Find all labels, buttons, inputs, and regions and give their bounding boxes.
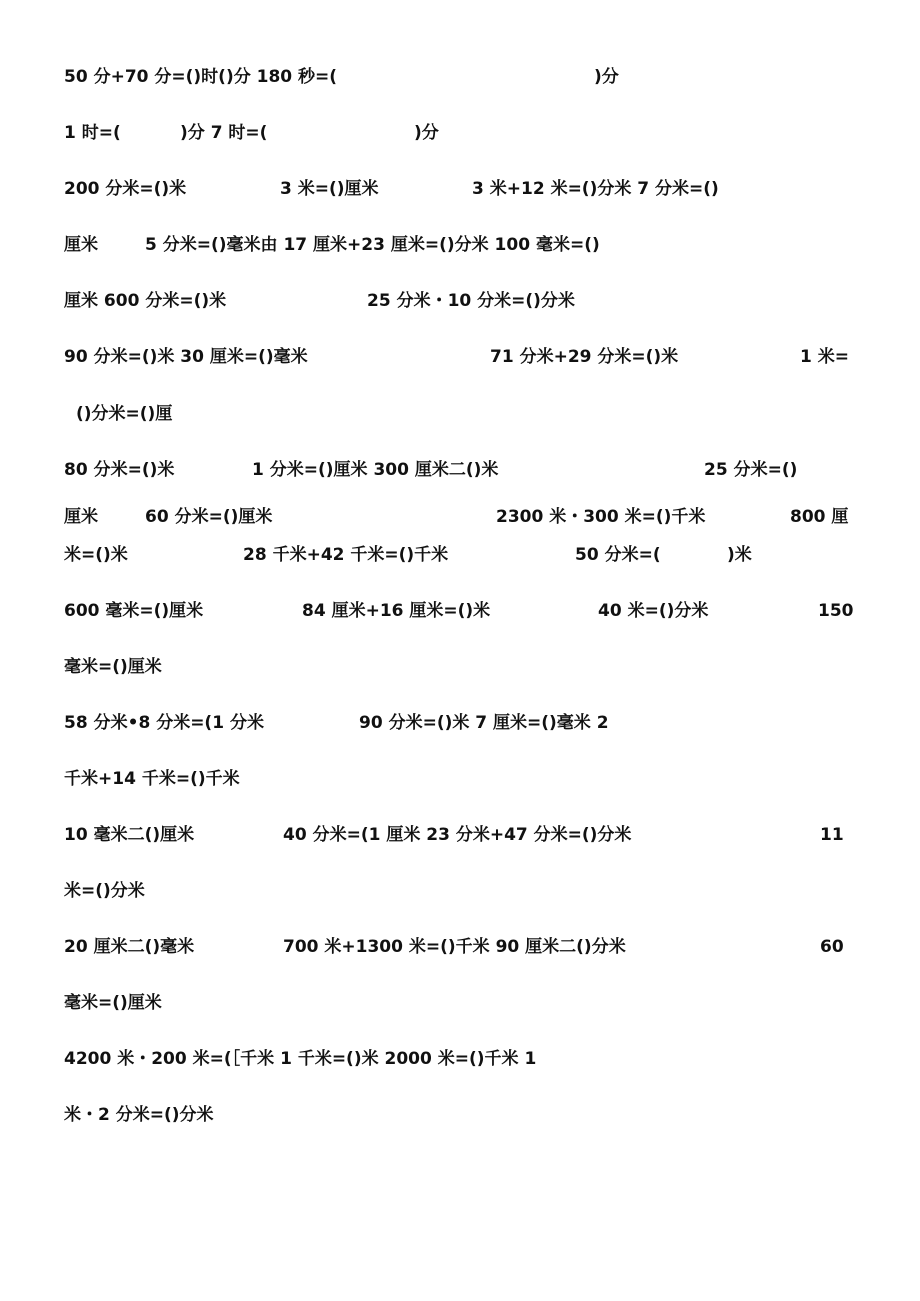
worksheet-text: 1 时=( [64, 123, 121, 143]
worksheet-text: 40 分米=(1 厘米 23 分米+47 分米=()分米 [283, 825, 632, 845]
worksheet-text: 米・2 分米=()分米 [64, 1105, 214, 1125]
worksheet-text: 厘米 [64, 235, 98, 255]
worksheet-text: ()分米=()厘 [76, 404, 173, 424]
worksheet-text: 600 毫米=()厘米 [64, 601, 204, 621]
worksheet-text: 3 米=()厘米 [280, 179, 379, 199]
worksheet-text: )分 [414, 123, 439, 143]
worksheet-text: 700 米+1300 米=()千米 90 厘米二()分米 [283, 937, 626, 957]
worksheet-text: 60 [820, 937, 844, 957]
worksheet-text: 10 毫米二()厘米 [64, 825, 195, 845]
worksheet-text: 毫米=()厘米 [64, 657, 162, 677]
worksheet-text: 厘米 600 分米=()米 [64, 291, 227, 311]
worksheet-text: 58 分米•8 分米=(1 分米 [64, 713, 264, 733]
worksheet-text: 90 分米=()米 7 厘米=()毫米 2 [359, 713, 609, 733]
worksheet-text: 90 分米=()米 30 厘米=()毫米 [64, 347, 308, 367]
worksheet-text: 1 米= [800, 347, 849, 367]
worksheet-text: )米 [727, 545, 752, 565]
worksheet-text: 米=()分米 [64, 881, 145, 901]
worksheet-text: 150 [818, 601, 854, 621]
worksheet-text: 60 分米=()厘米 [145, 507, 273, 527]
worksheet-text: 3 米+12 米=()分米 7 分米=() [472, 179, 719, 199]
worksheet-text: 28 千米+42 千米=()千米 [243, 545, 449, 565]
worksheet-text: )分 7 时=( [180, 123, 268, 143]
worksheet-text: )分 [594, 67, 619, 87]
worksheet-text: 5 分米=()毫米由 17 厘米+23 厘米=()分米 100 毫米=() [145, 235, 600, 255]
worksheet-text: 11 [820, 825, 844, 845]
worksheet-text: 80 分米=()米 [64, 460, 175, 480]
worksheet-text: 84 厘米+16 厘米=()米 [302, 601, 491, 621]
worksheet-text: 40 米=()分米 [598, 601, 709, 621]
worksheet-text: 200 分米=()米 [64, 179, 187, 199]
worksheet-text: 25 分米=() [704, 460, 798, 480]
worksheet-text: 毫米=()厘米 [64, 993, 162, 1013]
worksheet-text: 20 厘米二()毫米 [64, 937, 195, 957]
worksheet-text: 4200 米・200 米=(［千米 1 千米=()米 2000 米=()千米 1 [64, 1049, 537, 1069]
worksheet-text: 2300 米・300 米=()千米 [496, 507, 706, 527]
worksheet-text: 千米+14 千米=()千米 [64, 769, 240, 789]
worksheet-text: 1 分米=()厘米 300 厘米二()米 [252, 460, 499, 480]
worksheet-text: 50 分+70 分=()时()分 180 秒=( [64, 67, 338, 87]
worksheet-text: 米=()米 [64, 545, 128, 565]
worksheet-text: 25 分米・10 分米=()分米 [367, 291, 575, 311]
worksheet-text: 50 分米=( [575, 545, 661, 565]
worksheet-text: 71 分米+29 分米=()米 [490, 347, 679, 367]
worksheet-text: 厘米 [64, 507, 98, 527]
worksheet-text: 800 厘 [790, 507, 849, 527]
